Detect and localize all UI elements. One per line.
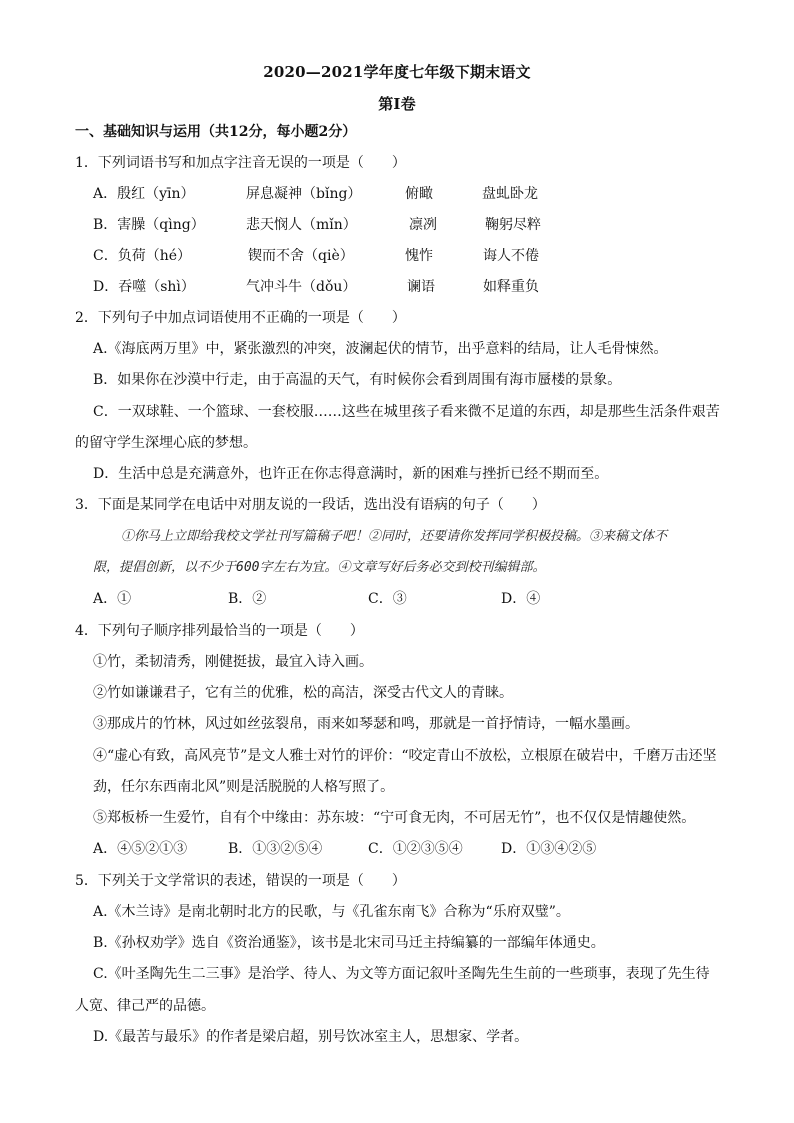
- volume-title: 第I卷: [378, 95, 416, 113]
- q3-option-c: C．③: [368, 591, 407, 607]
- q3-passage-line1: ①你马上立即给我校文学社刊写篇稿子吧！②同时，还要请你发挥同学积极投稿。③来稿文体不: [121, 529, 668, 544]
- q1-c-3: 愧怍: [405, 248, 433, 264]
- q1-b-1: B．害臊（qìng）: [93, 217, 205, 233]
- q3-option-b: B．②: [228, 591, 267, 607]
- q1-d-4: 如释重负: [483, 279, 539, 295]
- q2-option-c-line2: 的留守学生深埋心底的梦想。: [75, 435, 257, 451]
- q3-option-d: D．④: [501, 591, 541, 607]
- q4-sentence-4-line1: ④“虚心有致，高风亮节”是文人雅士对竹的评价：“咬定青山不放松，立根原在破岩中，千磨万击还坚: [93, 748, 717, 764]
- q1-a-3: 俯瞰: [405, 186, 433, 202]
- q5-stem: 5．下列关于文学常识的表述，错误的一项是（ ）: [75, 873, 406, 889]
- exam-title: 2020—2021学年度七年级下期末语文: [263, 63, 531, 81]
- q4-sentence-5: ⑤郑板桥一生爱竹，自有个中缘由：苏东坡：“宁可食无肉，不可居无竹”，也不仅仅是情趣使然。: [93, 810, 696, 826]
- section-heading: 一、基础知识与运用（共12分，每小题2分）: [75, 124, 357, 140]
- q1-d-3: 谰语: [407, 279, 435, 295]
- q3-option-a: A．①: [93, 591, 132, 607]
- q1-b-2: 悲天悯人（mǐn）: [246, 217, 357, 233]
- q4-option-c: C．①②③⑤④: [368, 841, 463, 857]
- q4-option-d: D．①③④②⑤: [501, 841, 597, 857]
- q4-sentence-2: ②竹如谦谦君子，它有兰的优雅，松的高洁，深受古代文人的青睐。: [93, 685, 513, 701]
- q1-d-1: D．吞噬（shì）: [93, 279, 195, 295]
- q5-option-c-line1: C.《叶圣陶先生二三事》是治学、待人、为文等方面记叙叶圣陶先生生前的一些琐事，表现了先生待: [93, 966, 710, 982]
- q3-passage-line2: 限，提倡创新，以不少于600字左右为宜。④文章写好后务必交到校刊编辑部。: [93, 560, 546, 575]
- q1-a-1: A．殷红（yīn）: [93, 186, 195, 202]
- q1-c-4: 诲人不倦: [483, 248, 539, 264]
- q1-b-3: 凛冽: [409, 217, 437, 233]
- q2-option-b: B．如果你在沙漠中行走，由于高温的天气，有时候你会看到周围有海市蜃楼的景象。: [93, 372, 622, 388]
- q1-c-1: C．负荷（hé）: [93, 248, 192, 264]
- q2-option-d: D．生活中总是充满意外，也许正在你志得意满时，新的困难与挫折已经不期而至。: [93, 466, 609, 482]
- q1-a-2: 屏息凝神（bǐng）: [246, 186, 362, 202]
- q2-option-a: A.《海底两万里》中，紧张激烈的冲突，波澜起伏的情节，出乎意料的结局，让人毛骨悚然。: [93, 341, 668, 357]
- q4-sentence-3: ③那成片的竹林，风过如丝弦裂帛，雨来如琴瑟和鸣，那就是一首抒情诗，一幅水墨画。: [93, 716, 639, 732]
- q1-stem: 1．下列词语书写和加点字注音无误的一项是（ ）: [75, 155, 406, 171]
- q3-stem: 3．下面是某同学在电话中对朋友说的一段话，选出没有语病的句子（ ）: [75, 497, 546, 513]
- q4-option-a: A．④⑤②①③: [93, 841, 188, 857]
- q2-stem: 2．下列句子中加点词语使用不正确的一项是（ ）: [75, 310, 406, 326]
- q5-option-a: A.《木兰诗》是南北朝时北方的民歌，与《孔雀东南飞》合称为“乐府双璧”。: [93, 904, 570, 920]
- q2-option-c-line1: C．一双球鞋、一个篮球、一套校服……这些在城里孩子看来微不足道的东西，却是那些生活条件艰苦: [93, 404, 720, 420]
- q5-option-b: B.《孙权劝学》选自《资治通鉴》，该书是北宋司马迁主持编纂的一部编年体通史。: [93, 935, 605, 951]
- q1-d-2: 气冲斗牛（dǒu）: [246, 279, 357, 295]
- q4-stem: 4．下列句子顺序排列最恰当的一项是（ ）: [75, 623, 364, 639]
- q4-sentence-4-line2: 劲，任尔东西南北风”则是活脱脱的人格写照了。: [93, 779, 395, 795]
- q5-option-d: D.《最苦与最乐》的作者是梁启超，别号饮冰室主人，思想家、学者。: [93, 1029, 529, 1045]
- q4-option-b: B．①③②⑤④: [228, 841, 323, 857]
- q1-c-2: 锲而不舍（qiè）: [248, 248, 354, 264]
- q4-sentence-1: ①竹，柔韧清秀，刚健挺拔，最宜入诗入画。: [93, 654, 373, 670]
- q1-a-4: 盘虬卧龙: [482, 186, 538, 202]
- q1-b-4: 鞠躬尽粹: [485, 217, 541, 233]
- q5-option-c-line2: 人宽、律己严的品德。: [75, 998, 215, 1014]
